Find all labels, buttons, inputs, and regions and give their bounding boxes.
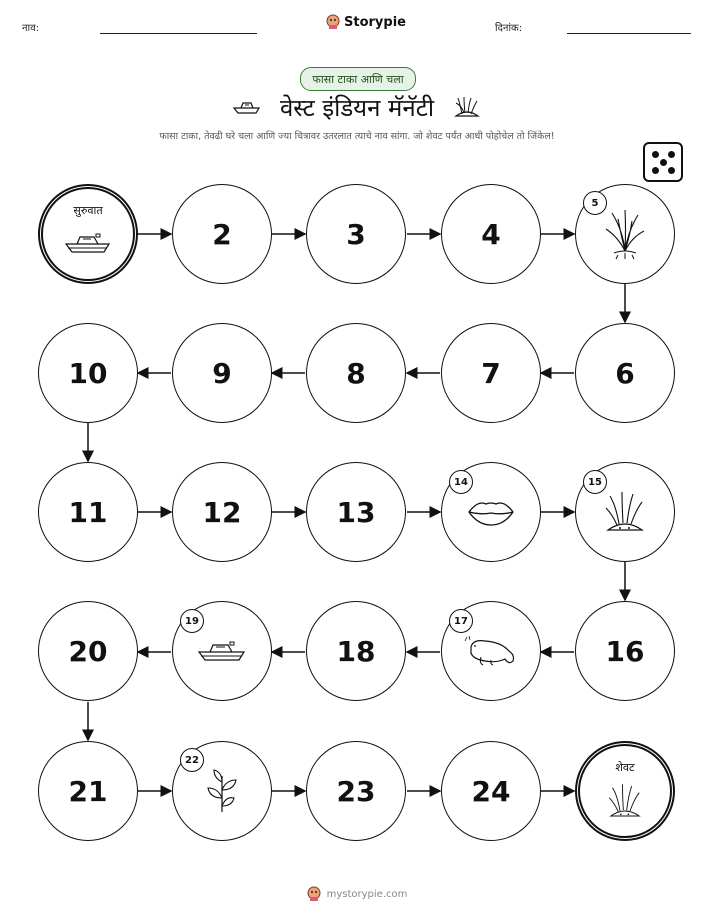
board-cell[interactable] [306, 601, 406, 701]
seagrass-mound-icon [605, 781, 645, 821]
board-cell[interactable] [575, 601, 675, 701]
board-cell[interactable] [172, 323, 272, 423]
cell-number-badge: 5 [583, 191, 607, 215]
cell-number: 11 [68, 495, 108, 529]
cell-number-badge: 22 [180, 748, 204, 772]
cell-number-badge: 14 [449, 470, 473, 494]
board-cell[interactable] [38, 741, 138, 841]
cell-number: 8 [346, 356, 366, 390]
cell-number: 23 [336, 774, 376, 808]
cell-number: 3 [346, 217, 366, 251]
lips-icon [466, 497, 516, 527]
page-title: वेस्ट इंडियन मॅनॅटी [279, 93, 435, 122]
board-cell[interactable] [38, 462, 138, 562]
board-cell[interactable] [441, 323, 541, 423]
cell-number: 24 [471, 774, 511, 808]
plant-sprig-icon [204, 768, 240, 814]
cell-number: 9 [212, 356, 232, 390]
cell-number: 2 [212, 217, 232, 251]
cell-number: 12 [202, 495, 242, 529]
cell-number: 4 [481, 217, 501, 251]
seagrass-icon [602, 207, 648, 261]
cell-number-badge: 15 [583, 470, 607, 494]
instructions: फासा टाका, तेवढी घरे चला आणि ज्या चित्रावर उतरलात त्याचे नाव सांगा. जो शेवट पर्यंत आधी पोहोचेल तो जिंकेल! [159, 131, 555, 142]
board-cell[interactable] [306, 741, 406, 841]
board-cell[interactable] [441, 184, 541, 284]
board-cell[interactable] [306, 462, 406, 562]
brand-name: Storypie [344, 14, 406, 30]
board-cell[interactable] [38, 601, 138, 701]
boat-icon [196, 638, 248, 664]
start-cell[interactable] [38, 184, 138, 284]
date-label: दिनांक: [495, 23, 523, 34]
cell-number: 21 [68, 774, 108, 808]
board-cell[interactable] [441, 741, 541, 841]
footer [0, 886, 714, 902]
game-tag-pill: फासा टाका आणि चला [300, 67, 416, 91]
start-label: सुरुवात [73, 204, 103, 217]
cell-number: 7 [481, 356, 501, 390]
storypie-mascot-icon [307, 886, 321, 902]
name-label: नाव: [22, 23, 40, 34]
board-cell[interactable] [575, 323, 675, 423]
footer-site-link[interactable]: mystorypie.com [326, 888, 408, 900]
cell-number: 10 [68, 356, 108, 390]
cell-number-badge: 17 [449, 609, 473, 633]
board-cell[interactable] [306, 184, 406, 284]
manatee-icon [463, 633, 519, 669]
board-cell[interactable] [172, 462, 272, 562]
cell-number: 20 [68, 634, 108, 668]
cell-number-badge: 19 [180, 609, 204, 633]
cell-number: 16 [605, 634, 645, 668]
cell-number: 18 [336, 634, 376, 668]
board-cell[interactable] [306, 323, 406, 423]
boat-icon [63, 230, 113, 256]
cell-number: 13 [336, 495, 376, 529]
board-cell[interactable] [172, 184, 272, 284]
finish-cell[interactable] [575, 741, 675, 841]
finish-label: शेवट [615, 761, 635, 774]
cell-number: 6 [615, 356, 635, 390]
seagrass-mound-icon [602, 488, 648, 536]
board-cell[interactable] [38, 323, 138, 423]
